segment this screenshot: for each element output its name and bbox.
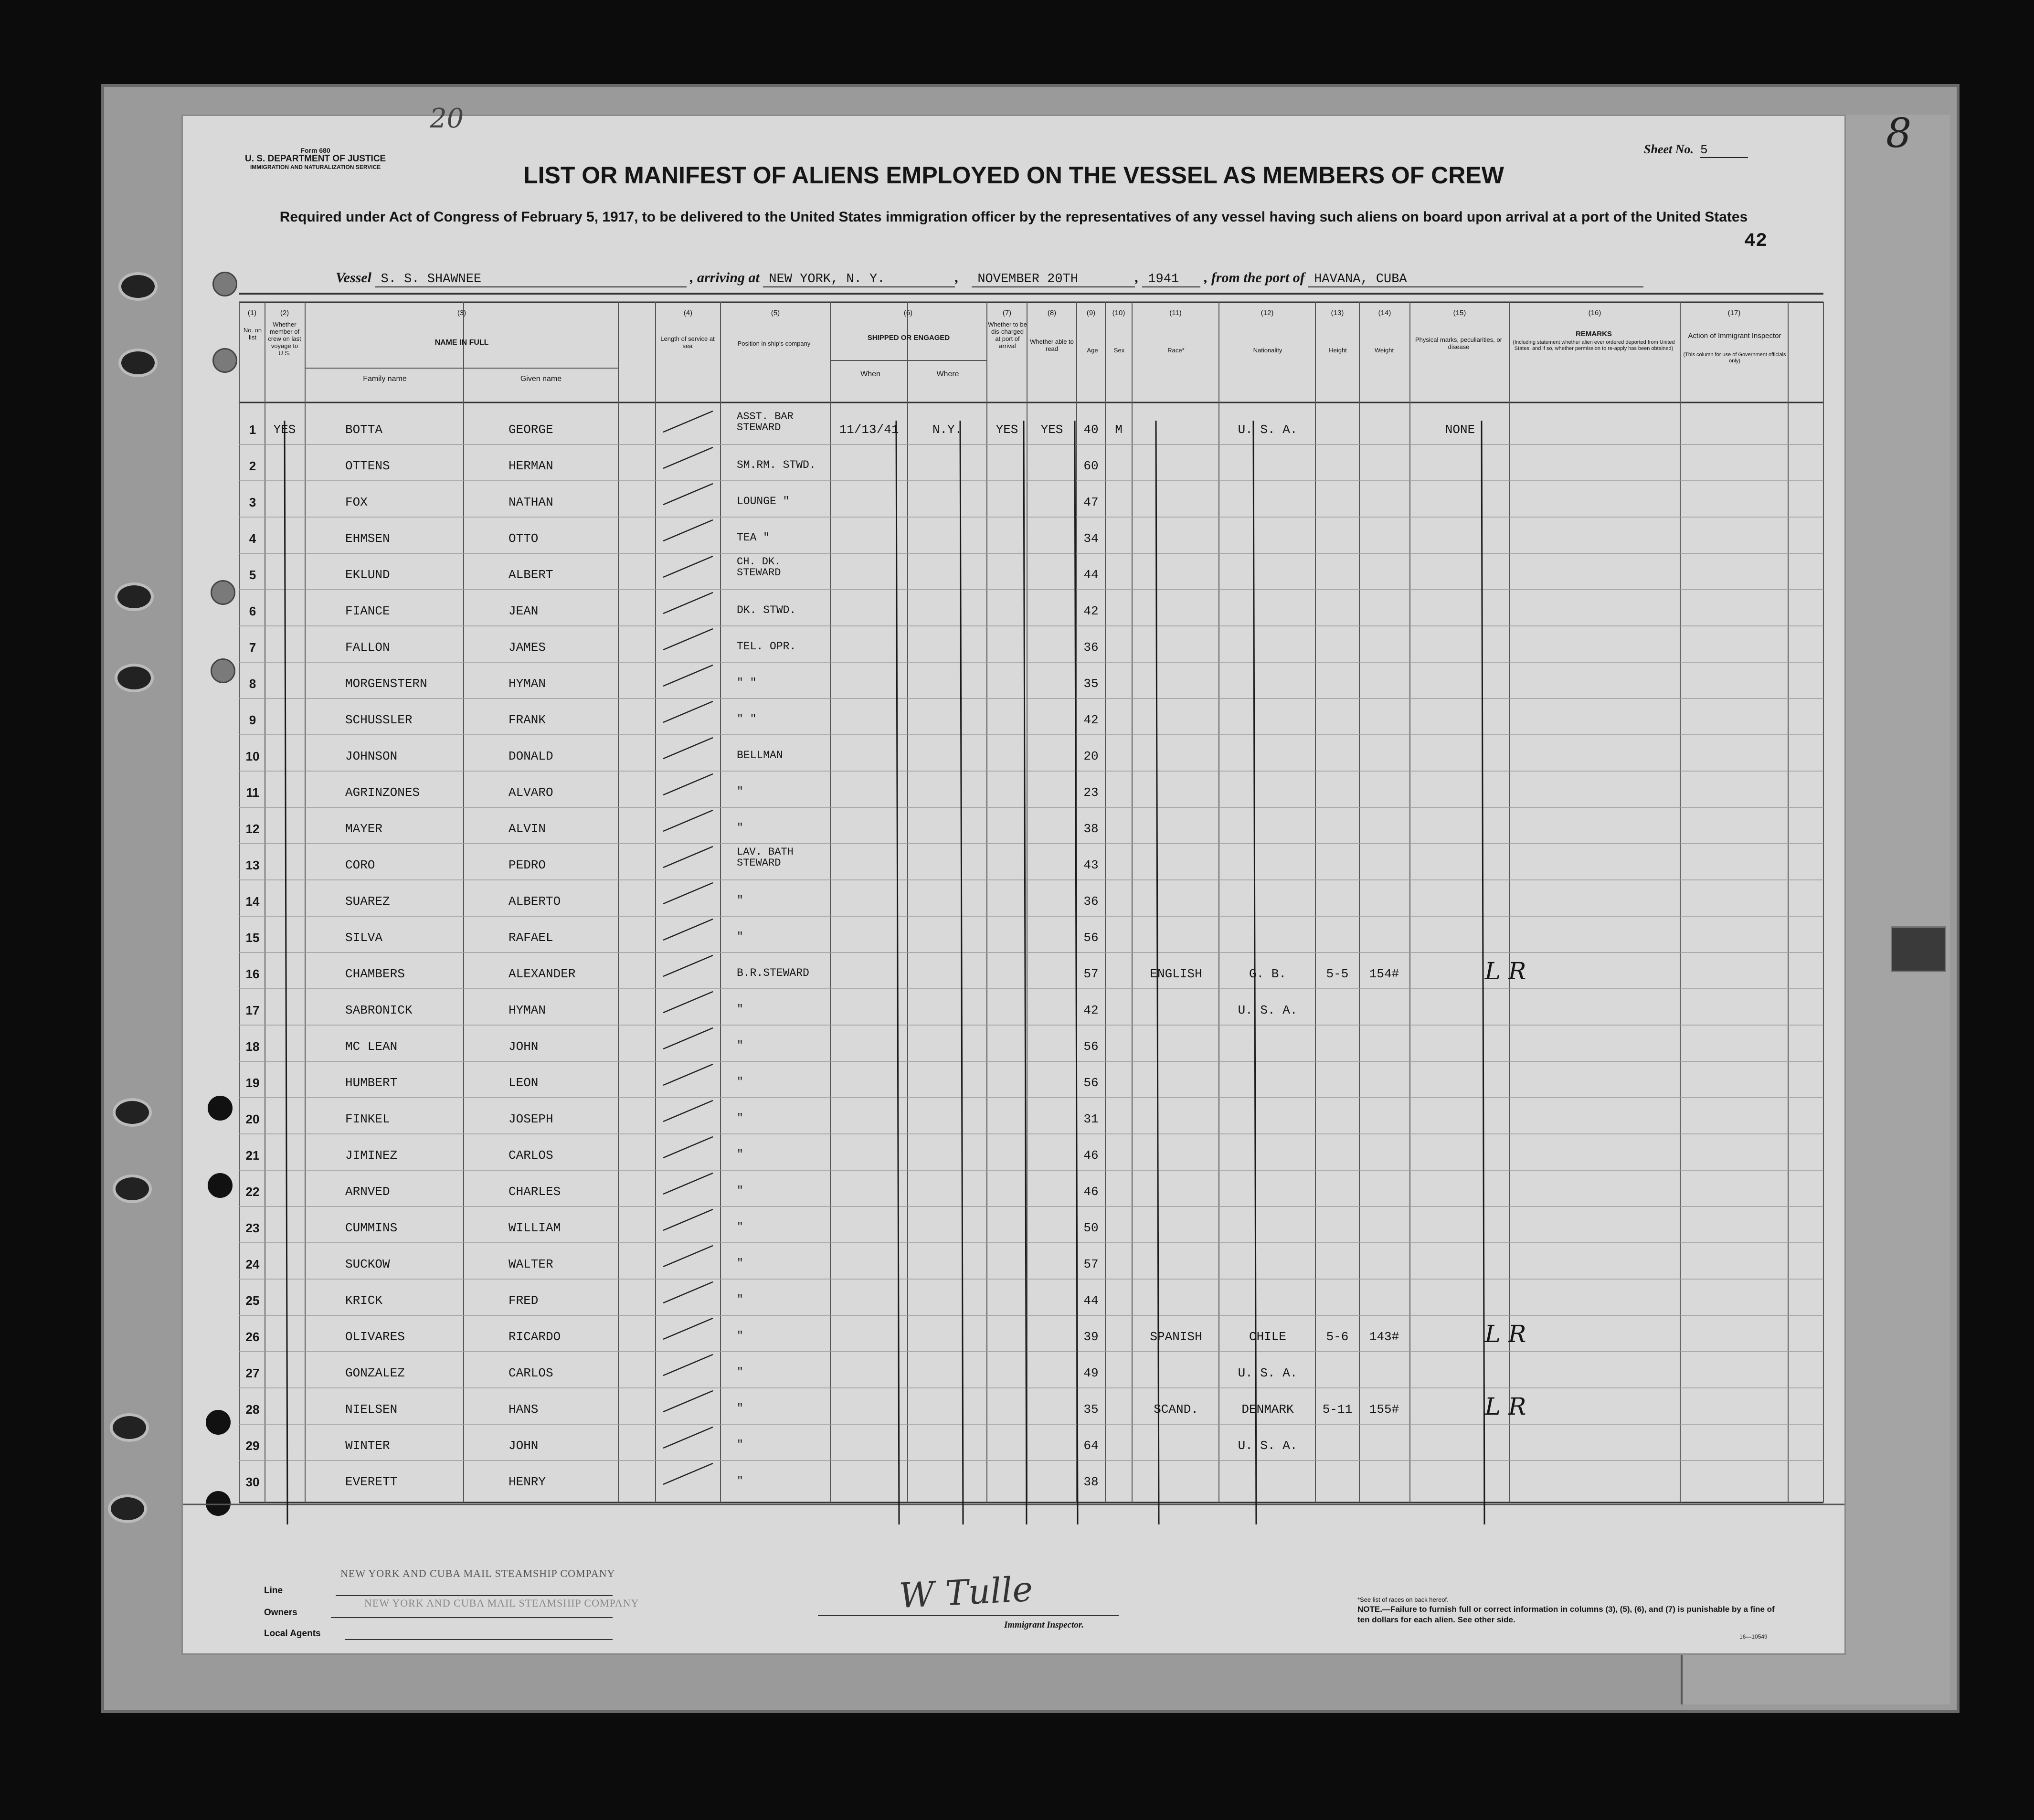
- given-name: JEAN: [508, 604, 539, 618]
- header-weight: Weight: [1374, 347, 1394, 354]
- age: 42: [1083, 713, 1099, 727]
- column-number: (3): [457, 309, 466, 317]
- age: 56: [1083, 1039, 1099, 1054]
- binder-ring: [108, 1494, 147, 1523]
- margin-pencil-mark: 8: [1886, 110, 1912, 157]
- age: 46: [1083, 1185, 1099, 1199]
- given-name: HERMAN: [508, 459, 553, 473]
- age: 64: [1083, 1439, 1099, 1453]
- age: 38: [1083, 822, 1099, 836]
- position: ": [737, 785, 743, 798]
- binder-ring: [118, 349, 158, 377]
- physical-marks: NONE: [1445, 423, 1475, 437]
- header-age: Age: [1087, 347, 1098, 354]
- position: LOUNGE ": [737, 495, 790, 508]
- footnotes: [1357, 1596, 1787, 1625]
- signature-rule: [818, 1615, 1119, 1616]
- page-title: LIST OR MANIFEST OF ALIENS EMPLOYED ON THE VESSEL AS MEMBERS OF CREW: [523, 162, 1504, 189]
- age: 46: [1083, 1148, 1099, 1163]
- given-name: GEORGE: [508, 423, 553, 437]
- header-race: Race*: [1167, 347, 1185, 354]
- column-number: (16): [1588, 309, 1601, 317]
- inspector-action: L R: [1484, 957, 1526, 985]
- header-physical-marks: Physical marks, peculiarities, or disease: [1415, 336, 1503, 350]
- header-discharged: Whether to be dis-charged at port of arrival: [988, 321, 1027, 349]
- age: 44: [1083, 1293, 1099, 1308]
- family-name: MC LEAN: [345, 1039, 398, 1054]
- arrival-date: NOVEMBER 20TH: [972, 272, 1135, 287]
- column-number: (2): [280, 309, 289, 317]
- inspector-action: L R: [1484, 1320, 1526, 1348]
- given-name: CARLOS: [508, 1366, 553, 1380]
- nationality: U. S. A.: [1238, 1366, 1298, 1380]
- given-name: ALBERT: [508, 568, 553, 582]
- row-number: 21: [245, 1148, 260, 1163]
- family-name: FIANCE: [345, 604, 390, 618]
- family-name: WINTER: [345, 1439, 390, 1453]
- nationality: CHILE: [1249, 1330, 1286, 1344]
- row-number: 19: [245, 1076, 260, 1090]
- agents-rule: [345, 1639, 613, 1640]
- position: DK. STWD.: [737, 604, 796, 616]
- age: 49: [1083, 1366, 1099, 1380]
- family-name: BOTTA: [345, 423, 383, 437]
- family-name: MAYER: [345, 822, 383, 836]
- grid-line: [663, 484, 713, 505]
- position: ": [737, 1293, 743, 1306]
- column-number: (1): [247, 309, 257, 317]
- family-name: GONZALEZ: [345, 1366, 405, 1380]
- column-number: (12): [1261, 309, 1274, 317]
- row-number: 25: [245, 1293, 260, 1308]
- weight: 154#: [1369, 967, 1399, 981]
- grid-line: [663, 1282, 713, 1303]
- grid-line: [663, 1209, 713, 1230]
- position: CH. DK. STEWARD: [737, 556, 781, 579]
- header-no-on-list: No. on list: [243, 327, 262, 341]
- grid-line: [663, 1354, 713, 1376]
- given-name: CARLOS: [508, 1148, 553, 1163]
- row-number: 26: [245, 1330, 260, 1344]
- given-name: FRANK: [508, 713, 546, 727]
- family-name: JIMINEZ: [345, 1148, 398, 1163]
- family-name: JOHNSON: [345, 749, 398, 763]
- age: 36: [1083, 894, 1099, 909]
- given-name: FRED: [508, 1293, 539, 1308]
- grid-line: [663, 738, 713, 759]
- row-number: 22: [245, 1185, 260, 1199]
- given-name: JAMES: [508, 640, 546, 655]
- given-name: ALVARO: [508, 785, 553, 800]
- column-number: (8): [1047, 309, 1057, 317]
- position: ": [737, 1076, 743, 1088]
- inspector-label: Immigrant Inspector.: [1004, 1620, 1084, 1630]
- position: ": [737, 931, 743, 943]
- position: ": [737, 1439, 743, 1451]
- age: 50: [1083, 1221, 1099, 1235]
- given-name: OTTO: [508, 531, 539, 546]
- row-number: 2: [249, 459, 256, 473]
- arrival-year: 1941: [1142, 272, 1200, 287]
- age: 47: [1083, 495, 1099, 509]
- family-name: ARNVED: [345, 1185, 390, 1199]
- given-name: ALEXANDER: [508, 967, 576, 981]
- row-number: 14: [245, 894, 260, 909]
- position: ": [737, 1366, 743, 1378]
- given-name: HYMAN: [508, 1003, 546, 1017]
- grid-line: [663, 1028, 713, 1049]
- given-name: NATHAN: [508, 495, 553, 509]
- race: SPANISH: [1150, 1330, 1202, 1344]
- given-name: LEON: [508, 1076, 539, 1090]
- row-number: 10: [245, 749, 260, 763]
- age: 44: [1083, 568, 1099, 582]
- family-name: SUAREZ: [345, 894, 390, 909]
- age: 60: [1083, 459, 1099, 473]
- column-number: (5): [771, 309, 780, 317]
- grid-line: [663, 665, 713, 686]
- family-name: CORO: [345, 858, 375, 872]
- race: ENGLISH: [1150, 967, 1202, 981]
- binder-ring: [113, 1098, 152, 1127]
- vessel-label: Vessel: [336, 270, 371, 286]
- binder-ring: [113, 1175, 152, 1203]
- service-name: IMMIGRATION AND NATURALIZATION SERVICE: [250, 164, 381, 171]
- position: SM.RM. STWD.: [737, 459, 816, 471]
- sex: M: [1115, 423, 1123, 437]
- page-subtitle: Required under Act of Congress of February 5, 1917, to be delivered to the United States immigration officer by the representatives of any vessel having such aliens on board upon arrival at a port of the United States: [279, 209, 1748, 225]
- age: 39: [1083, 1330, 1099, 1344]
- given-name: HYMAN: [508, 677, 546, 691]
- column-number: (7): [1002, 309, 1012, 317]
- family-name: OTTENS: [345, 459, 390, 473]
- header-able-to-read: Whether able to read: [1030, 338, 1074, 352]
- grid-line: [663, 955, 713, 976]
- given-name: HENRY: [508, 1475, 546, 1489]
- binder-ring: [115, 582, 154, 611]
- print-code: 16—10549: [1739, 1633, 1768, 1640]
- row-number: 29: [245, 1439, 260, 1453]
- family-name: FALLON: [345, 640, 390, 655]
- owners-rule: [331, 1617, 613, 1618]
- age: 34: [1083, 531, 1099, 546]
- form-number: Form 680: [300, 147, 330, 154]
- given-name: WALTER: [508, 1257, 553, 1271]
- department-name: U. S. DEPARTMENT OF JUSTICE: [245, 154, 386, 164]
- given-name: WILLIAM: [508, 1221, 561, 1235]
- grid-line: [663, 1318, 713, 1339]
- grid-line: [663, 1064, 713, 1085]
- age: 20: [1083, 749, 1099, 763]
- age: 35: [1083, 677, 1099, 691]
- position: ": [737, 1221, 743, 1233]
- from-port-label: , from the port of: [1204, 270, 1305, 286]
- age: 56: [1083, 1076, 1099, 1090]
- position: ": [737, 1475, 743, 1487]
- age: 56: [1083, 931, 1099, 945]
- binder-ring: [118, 272, 158, 301]
- grid-line: [663, 1173, 713, 1194]
- position: TEL. OPR.: [737, 640, 796, 653]
- position: ": [737, 1148, 743, 1161]
- page-number: 42: [1744, 231, 1768, 252]
- position: ": [737, 894, 743, 907]
- header-sex: Sex: [1113, 347, 1125, 354]
- position: BELLMAN: [737, 749, 783, 762]
- grid-line: [896, 421, 899, 1524]
- grid-line: [663, 447, 713, 468]
- weight: 143#: [1369, 1330, 1399, 1344]
- sheet-number: 5: [1700, 143, 1748, 158]
- family-name: EHMSEN: [345, 531, 390, 546]
- header-where: Where: [936, 370, 959, 378]
- inspector-action: L R: [1484, 1393, 1526, 1420]
- row-number: 9: [249, 713, 256, 727]
- row-number: 7: [249, 640, 256, 655]
- position: TEA ": [737, 531, 770, 544]
- position: ": [737, 1039, 743, 1052]
- position: ASST. BAR STEWARD: [737, 411, 794, 434]
- header-position: Position in ship's company: [737, 340, 811, 347]
- height: 5-11: [1322, 1402, 1353, 1417]
- row-number: 16: [245, 967, 260, 981]
- family-name: CHAMBERS: [345, 967, 405, 981]
- row-number: 13: [245, 858, 260, 872]
- age: 35: [1083, 1402, 1099, 1417]
- row-number: 18: [245, 1039, 260, 1054]
- row-number: 12: [245, 822, 260, 836]
- given-name: JOHN: [508, 1039, 539, 1054]
- grid-line: [1024, 421, 1027, 1524]
- given-name: RAFAEL: [508, 931, 553, 945]
- age: 43: [1083, 858, 1099, 872]
- position: ": [737, 1112, 743, 1124]
- position: ": [737, 1257, 743, 1270]
- family-name: SCHUSSLER: [345, 713, 413, 727]
- margin-pencil-mark: 20: [430, 103, 464, 134]
- family-name: AGRINZONES: [345, 785, 420, 800]
- row-number: 28: [245, 1402, 260, 1417]
- column-number: (10): [1112, 309, 1125, 317]
- binding-tab: [1891, 926, 1946, 972]
- family-name: EKLUND: [345, 568, 390, 582]
- binder-ring: [110, 1413, 149, 1442]
- agents-label: Local Agents: [264, 1629, 321, 1639]
- vessel-name: S. S. SHAWNEE: [375, 272, 687, 287]
- header-height: Height: [1329, 347, 1347, 354]
- position: " ": [737, 713, 757, 725]
- penalty-note: NOTE.—Failure to furnish full or correct information in columns (3), (5), (6), and (7) is punishable by a fine of ten dollars for each alien. See other side.: [1357, 1604, 1775, 1624]
- nationality: U. S. A.: [1238, 1003, 1298, 1017]
- column-number: (11): [1169, 309, 1182, 317]
- column-number: (4): [683, 309, 693, 317]
- family-name: SUCKOW: [345, 1257, 390, 1271]
- family-name: MORGENSTERN: [345, 677, 427, 691]
- to-be-discharged: YES: [996, 423, 1018, 437]
- given-name: PEDRO: [508, 858, 546, 872]
- family-name: FOX: [345, 495, 368, 509]
- age: 23: [1083, 785, 1099, 800]
- position: ": [737, 1185, 743, 1197]
- given-name: HANS: [508, 1402, 539, 1417]
- header-remarks-note: (Including statement whether alien ever ordered deported from United States, and if so, whether permission to re-apply has been obtained): [1513, 339, 1675, 351]
- grid-line: [663, 810, 713, 831]
- nationality: DENMARK: [1241, 1402, 1294, 1417]
- grid-line: [663, 1100, 713, 1122]
- arrival-port: NEW YORK, N. Y.: [763, 272, 955, 287]
- grid-line: [663, 593, 713, 614]
- given-name: ALVIN: [508, 822, 546, 836]
- age: 36: [1083, 640, 1099, 655]
- column-number: (13): [1331, 309, 1344, 317]
- height: 5-6: [1326, 1330, 1349, 1344]
- family-name: HUMBERT: [345, 1076, 398, 1090]
- age: 40: [1083, 423, 1099, 437]
- departure-port: HAVANA, CUBA: [1308, 272, 1643, 287]
- line-rule: [336, 1595, 613, 1596]
- given-name: RICARDO: [508, 1330, 561, 1344]
- family-name: EVERETT: [345, 1475, 398, 1489]
- weight: 155#: [1369, 1402, 1399, 1417]
- row-number: 24: [245, 1257, 260, 1271]
- header-action-note: (This column for use of Government officials only): [1683, 352, 1786, 364]
- header-member-last-voyage: Whether member of crew on last voyage to U.S.: [268, 321, 301, 357]
- age: 57: [1083, 967, 1099, 981]
- nationality: U. S. A.: [1238, 1439, 1298, 1453]
- line-label: Line: [264, 1586, 283, 1596]
- row-number: 17: [245, 1003, 260, 1017]
- header-family-name: Family name: [363, 375, 407, 383]
- given-name: CHARLES: [508, 1185, 561, 1199]
- row-number: 11: [246, 785, 259, 800]
- family-name: SILVA: [345, 931, 383, 945]
- grid-line: [285, 421, 287, 1524]
- age: 38: [1083, 1475, 1099, 1489]
- position: " ": [737, 677, 757, 689]
- height: 5-5: [1326, 967, 1349, 981]
- row-number: 30: [245, 1475, 260, 1489]
- grid-line: [663, 1137, 713, 1158]
- row-number: 4: [249, 531, 256, 546]
- nationality: G. B.: [1249, 967, 1286, 981]
- grid-line: [663, 1391, 713, 1412]
- grid-line: [663, 774, 713, 795]
- age: 42: [1083, 604, 1099, 618]
- row-number: 8: [249, 677, 256, 691]
- column-number: (14): [1378, 309, 1391, 317]
- owners-stamp: NEW YORK AND CUBA MAIL STEAMSHIP COMPANY: [364, 1597, 639, 1609]
- row-number: 5: [249, 568, 256, 582]
- race: SCAND.: [1154, 1402, 1198, 1417]
- grid-line: [663, 701, 713, 722]
- header-when: When: [860, 370, 880, 378]
- grid-line: [663, 411, 713, 432]
- family-name: FINKEL: [345, 1112, 390, 1126]
- row-number: 3: [249, 495, 256, 509]
- voyage-line: Vessel S. S. SHAWNEE , arriving at NEW YORK, N. Y. , NOVEMBER 20TH , 1941 , from the port of HAVANA, CUBA: [336, 270, 1643, 287]
- binder-ring: [115, 664, 154, 692]
- column-number: (9): [1086, 309, 1096, 317]
- family-name: CUMMINS: [345, 1221, 398, 1235]
- owners-label: Owners: [264, 1608, 297, 1618]
- grid-line: [663, 1463, 713, 1484]
- sheet-label: Sheet No.: [1644, 142, 1694, 156]
- able-to-read: YES: [1040, 423, 1063, 437]
- grid-line: [663, 1427, 713, 1448]
- grid-line: [663, 1246, 713, 1267]
- header-length-of-service: Length of service at sea: [660, 335, 715, 349]
- row-number: 6: [249, 604, 256, 618]
- grid-line: [663, 629, 713, 650]
- position: ": [737, 1003, 743, 1016]
- header-name-in-full: NAME IN FULL: [434, 339, 489, 347]
- column-number: (17): [1727, 309, 1741, 317]
- position: ": [737, 822, 743, 834]
- manifest-sheet: [181, 115, 1846, 1655]
- family-name: KRICK: [345, 1293, 383, 1308]
- given-name: JOHN: [508, 1439, 539, 1453]
- family-name: OLIVARES: [345, 1330, 405, 1344]
- family-name: NIELSEN: [345, 1402, 398, 1417]
- header-remarks: REMARKS: [1576, 330, 1612, 338]
- row-number: 15: [245, 931, 260, 945]
- grid-line: [663, 520, 713, 541]
- given-name: JOSEPH: [508, 1112, 553, 1126]
- shipped-where: N.Y.: [932, 423, 963, 437]
- column-number: (15): [1453, 309, 1466, 317]
- inspector-signature: W Tulle: [898, 1568, 1034, 1616]
- race-note: *See list of races on back hereof.: [1357, 1596, 1449, 1603]
- given-name: ALBERTO: [508, 894, 561, 909]
- row-number: 1: [249, 423, 256, 437]
- position: ": [737, 1402, 743, 1415]
- given-name: DONALD: [508, 749, 553, 763]
- position: LAV. BATH STEWARD: [737, 846, 794, 869]
- arriving-label: , arriving at: [690, 270, 760, 286]
- age: 31: [1083, 1112, 1099, 1126]
- header-shipped-or-engaged: SHIPPED OR ENGAGED: [867, 334, 950, 342]
- line-stamp: NEW YORK AND CUBA MAIL STEAMSHIP COMPANY: [340, 1567, 615, 1579]
- header-nationality: Nationality: [1253, 347, 1282, 354]
- member-last-voyage: YES: [273, 423, 296, 437]
- grid-line: [663, 847, 713, 868]
- header-given-name: Given name: [520, 375, 562, 383]
- grid-line: [663, 992, 713, 1013]
- position: ": [737, 1330, 743, 1342]
- row-number: 23: [245, 1221, 260, 1235]
- row-number: 20: [245, 1112, 260, 1126]
- position: B.R.STEWARD: [737, 967, 809, 979]
- column-number: (6): [903, 309, 913, 317]
- nationality: U. S. A.: [1238, 423, 1298, 437]
- grid-line: [663, 883, 713, 904]
- age: 57: [1083, 1257, 1099, 1271]
- grid-line: [663, 919, 713, 940]
- family-name: SABRONICK: [345, 1003, 413, 1017]
- grid-line: [960, 421, 963, 1524]
- age: 42: [1083, 1003, 1099, 1017]
- shipped-when: 11/13/41: [839, 423, 899, 437]
- grid-line: [663, 556, 713, 577]
- header-action-inspector: Action of Immigrant Inspector: [1688, 332, 1781, 340]
- row-number: 27: [245, 1366, 260, 1380]
